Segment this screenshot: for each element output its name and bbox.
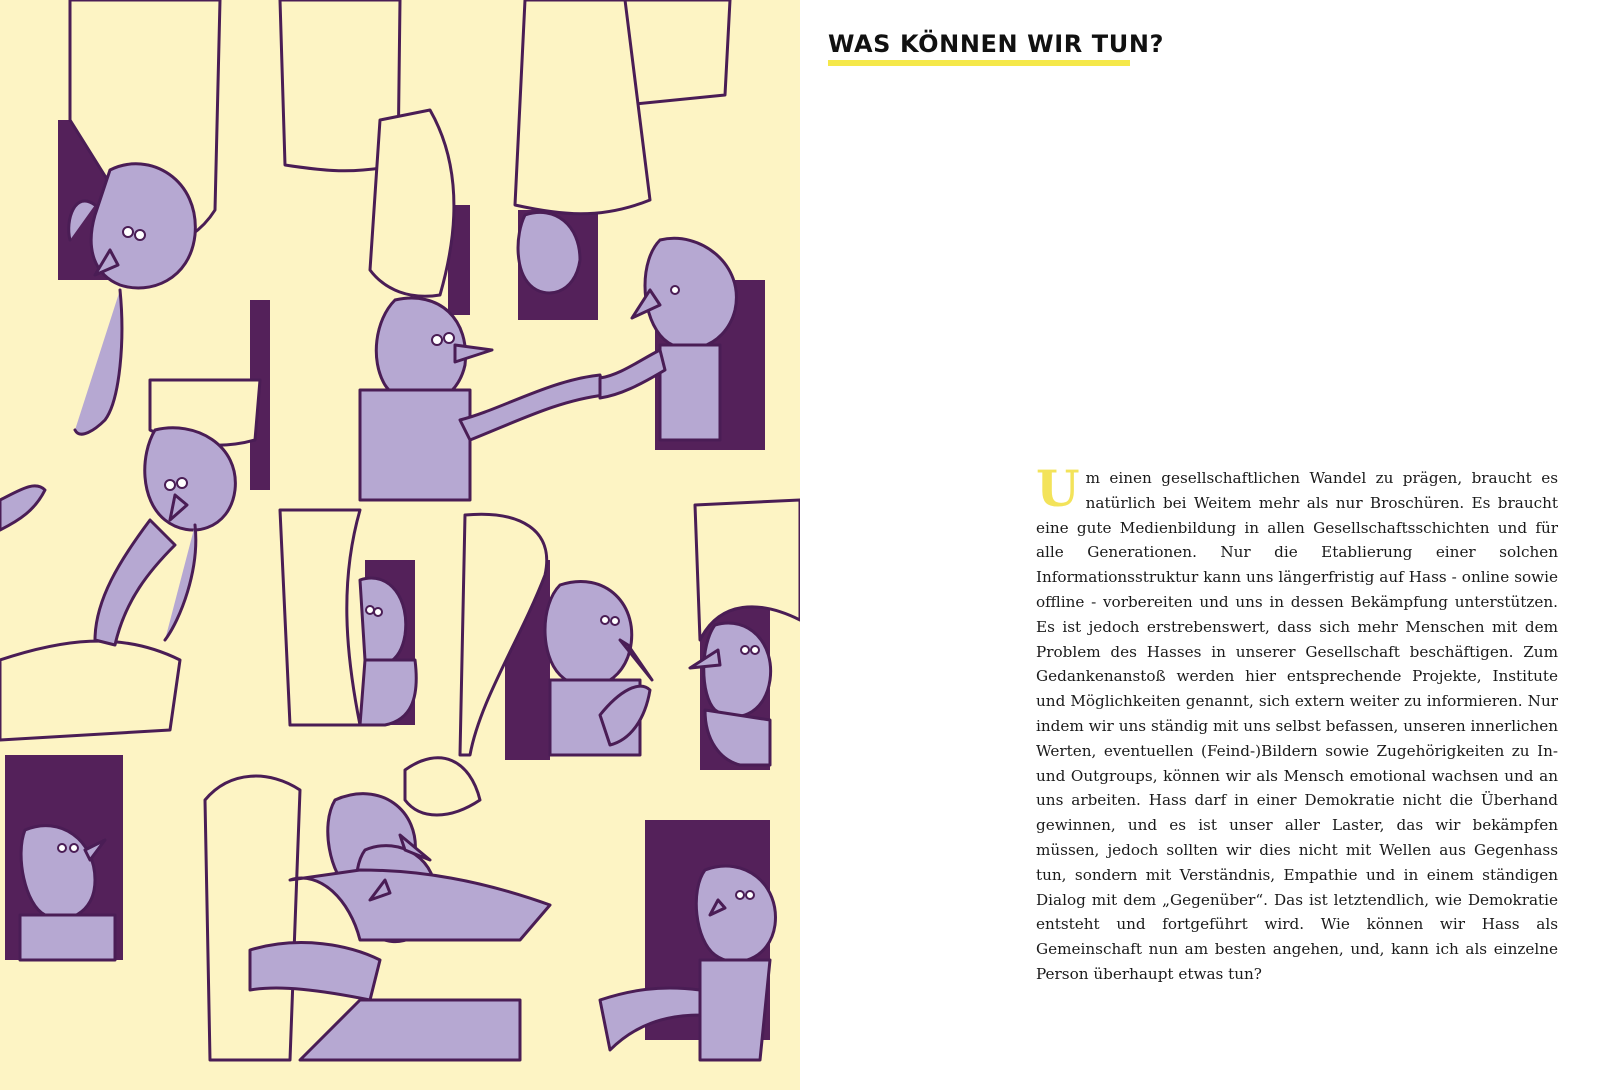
- body-paragraph: [1036, 459, 1558, 987]
- illustration-panel: [0, 0, 800, 1090]
- page-title: WAS KÖNNEN WIR TUN?: [828, 30, 1165, 58]
- body-text: m einen gesellschaftlichen Wandel zu prägen, braucht es natürlich bei Weitem mehr als nur Broschüren. Es braucht eine gute Medienbildung in allen Gesellschaftsschichten und für alle Generationen. Nur die Etablierung einer solchen Informationsstruktur kann uns längerfristig auf Hass - online sowie offline - vorbereiten und uns in dessen Bekämpfung unterstützen. Es ist jedoch erstrebenswert, dass sich mehr Menschen mit dem Problem des Hasses in unserer Gesellschaft beschäftigen. Zum Gedankenanstoß werden hier entsprechende Projekte, Institute und Möglichkeiten genannt, sich extern weiter zu informieren. Nur indem wir uns ständig mit uns selbst befassen, unseren innerlichen Werten, eventuellen (Feind-)Bildern sowie Zugehörigkeiten zu In- und Outgroups, können wir als Mensch emotional wachsen und an uns arbeiten. Hass darf in einer Demokratie nicht die Überhand gewinnen, und es ist unser aller Laster, das wir bekämpfen müssen, jedoch sollten wir dies nicht mit Wellen aus Gegenhass tun, sondern mit Verständnis, Empathie und in einem ständigen Dialog mit dem „Gegenüber“. Das ist letztendlich, wie Demokratie entsteht und fortgeführt wird. Wie können wir Hass als Gemeinschaft nun am besten angehen, und, kann ich als einzelne Person überhaupt etwas tun?: [1036, 469, 1558, 983]
- drop-cap: U: [1036, 459, 1080, 518]
- title-underline: [828, 60, 1130, 66]
